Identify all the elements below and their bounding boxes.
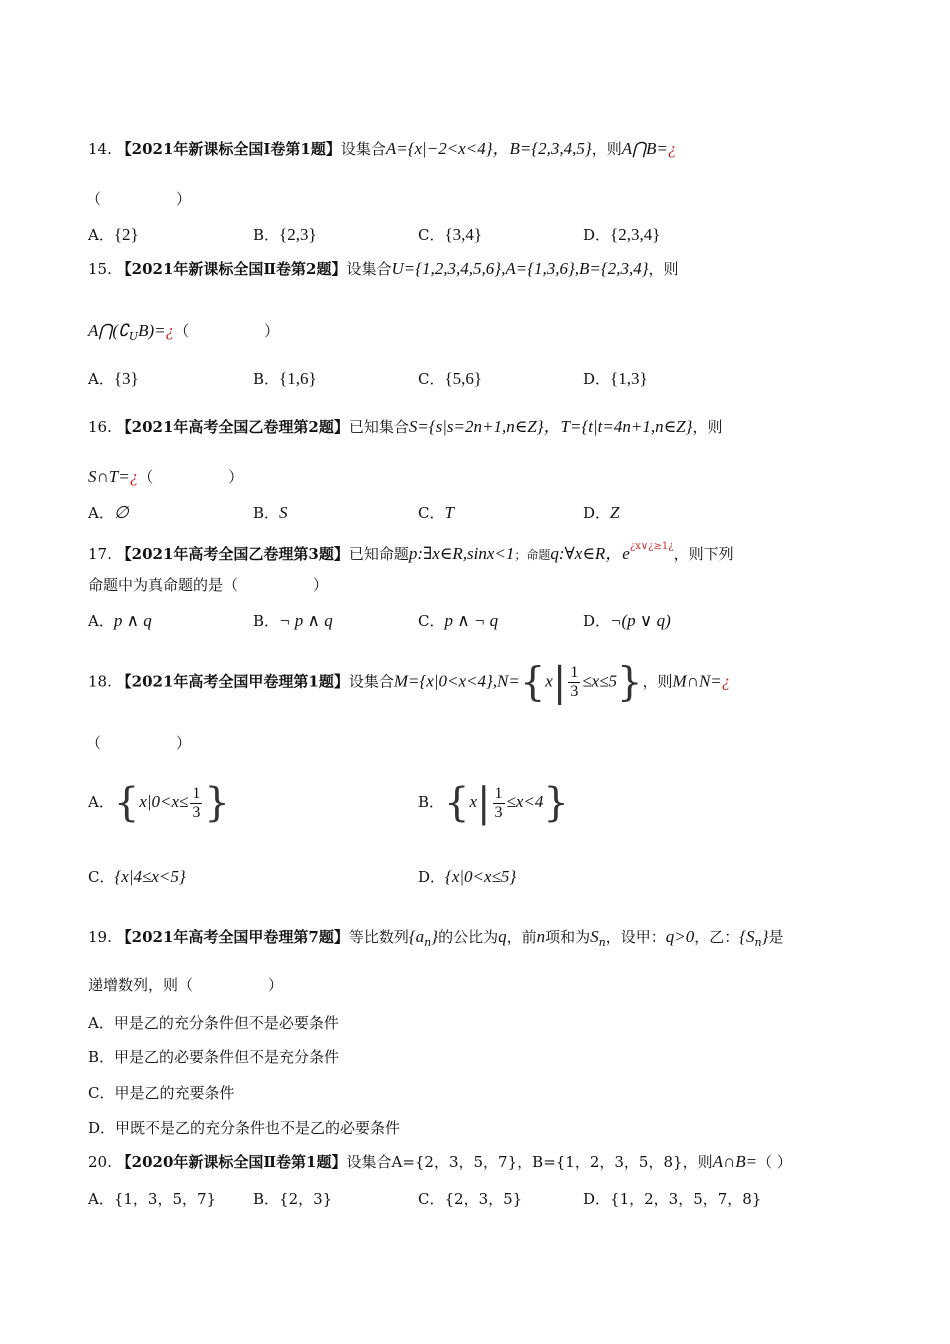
option-c: C．{2，3，5} — [418, 1190, 523, 1208]
math-set-s: S={s|s=2n+1,n∈Z} — [408, 417, 544, 436]
option-b: B．S — [253, 503, 288, 522]
set-b: B={1，2，3，5，8} — [532, 1153, 683, 1171]
fraction: $\frac{1}{3}$ — [570, 664, 579, 700]
option-c: C．{5,6} — [418, 369, 483, 388]
question-mid: ；命题 — [514, 548, 551, 562]
question-source: 【2021年高考全国甲卷理第1题】 — [116, 672, 349, 691]
question-source: 【2021年高考全国甲卷理第7题】 — [116, 928, 349, 946]
math-set-a: A={x|−2<x<4} — [385, 139, 493, 158]
math-set-t: ，T={t|t=4n+1,n∈Z} — [543, 417, 693, 436]
option-d: D．{1,3} — [583, 369, 648, 388]
red-mark: ¿ — [129, 467, 139, 486]
question-15-line2 — [88, 320, 279, 348]
question-number: 16. — [88, 418, 112, 436]
question-18-blank: （ ） — [86, 734, 192, 752]
question-14-options — [88, 224, 848, 246]
answer-blank: （ ） — [174, 322, 280, 340]
option-d: D．Z — [583, 503, 620, 522]
math-expression-end: B)= — [138, 321, 166, 340]
question-source: 【2021年新课标全国Ⅱ卷第2题】 — [116, 260, 347, 278]
question-tail: ，则 — [682, 1153, 713, 1171]
question-stem: 已知命题 — [348, 545, 409, 563]
question-number: 20. — [88, 1153, 112, 1171]
question-18-option-b: B．{x| $\frac{1}{3}$ ≤x<4} — [418, 780, 569, 826]
red-mark: ¿ — [667, 139, 677, 158]
question-number: 14. — [88, 140, 112, 158]
option-a: A．p ∧ q — [88, 611, 152, 630]
red-mark: ¿ — [721, 671, 731, 691]
question-19-option-d: D．甲既不是乙的充分条件也不是乙的必要条件 — [88, 1119, 401, 1137]
question-18-option-c: C．{x|4≤x<5} — [88, 867, 186, 886]
option-c: C．{3,4} — [418, 225, 483, 244]
left-brace: { — [519, 659, 546, 706]
question-tail: ，则下列 — [673, 545, 734, 563]
question-20-line1: 20. 【2020年新课标全国Ⅱ卷第1题】设集合A={2，3，5，7}，B={1，2，3，5，8}，则A∩B=（ ） — [88, 1152, 792, 1171]
question-tail: ，则 — [648, 260, 679, 278]
math-expression: M∩N= — [672, 671, 722, 691]
math-superscript: ¿x∨¿≥1¿ — [629, 541, 674, 552]
math-set-n-end: ≤x≤5 — [582, 671, 618, 691]
option-c: C．T — [418, 503, 454, 522]
question-source: 【2021年新课标全国Ⅰ卷第1题】 — [116, 140, 341, 158]
option-b: B．¬ p ∧ q — [253, 611, 333, 630]
option-b: B．{2,3} — [253, 225, 317, 244]
question-19-line2: 递增数列，则（ ） — [88, 976, 284, 994]
question-16-options — [88, 502, 848, 524]
math-set-b: ，B={2,3,4,5} — [492, 139, 592, 158]
question-stem: 设集合 — [348, 672, 394, 691]
option-a: A．{2} — [88, 225, 139, 244]
question-tail: ，则 — [591, 140, 622, 158]
option-a: A．∅ — [88, 503, 129, 522]
math-subscript: U — [128, 330, 139, 343]
question-number: 19. — [88, 928, 112, 946]
option-a: A．{1，3，5，7} — [88, 1190, 217, 1208]
question-source: 【2021年高考全国乙卷理第3题】 — [116, 545, 349, 563]
right-brace: } — [617, 659, 643, 706]
math-set-u: U={1,2,3,4,5,6} — [391, 259, 502, 278]
question-17-line1 — [88, 536, 734, 566]
question-16-line1 — [88, 416, 722, 438]
math-proposition-p: p:∃x∈R,sinx<1 — [408, 544, 515, 563]
question-number: 15. — [88, 260, 112, 278]
question-18-option-a: A．{x|0<x≤ $\frac{1}{3}$ } — [88, 780, 230, 826]
question-stem: 设集合 — [340, 140, 386, 158]
math-var: x — [545, 671, 553, 691]
question-15-options — [88, 368, 848, 390]
red-mark: ¿ — [165, 321, 175, 340]
math-expression: A⋂B= — [621, 139, 668, 158]
question-number: 18. — [88, 672, 112, 691]
question-14-blank: （ ） — [86, 190, 192, 208]
question-stem: 设集合 — [346, 260, 392, 278]
math-proposition-q: q:∀x∈R，e — [550, 544, 630, 563]
question-20-options — [88, 1188, 848, 1210]
answer-blank: （ ） — [138, 468, 244, 486]
option-d: D．{2,3,4} — [583, 225, 661, 244]
math-expression: A⋂(∁ — [88, 321, 129, 340]
question-19-option-a: A．甲是乙的充分条件但不是必要条件 — [88, 1014, 339, 1032]
math-set-n-start: ,N= — [492, 671, 520, 691]
set-a: A={2，3，5，7} — [391, 1153, 518, 1171]
option-d: D．¬(p ∨ q) — [583, 611, 671, 630]
question-14-line1 — [88, 138, 676, 160]
question-source: 【2021年高考全国乙卷理第2题】 — [116, 418, 349, 436]
option-d: D．{1，2，3，5，7，8} — [583, 1190, 762, 1208]
answer-blank: （ ） — [757, 1153, 792, 1171]
question-18-line1 — [88, 659, 731, 706]
question-17-line2: 命题中为真命题的是（ ） — [88, 576, 329, 594]
question-source: 【2020年新课标全国Ⅱ卷第1题】 — [116, 1153, 347, 1171]
option-b: B．{1,6} — [253, 369, 317, 388]
math-expression: A∩B= — [712, 1152, 758, 1171]
math-set-m: M={x|0<x<4} — [393, 671, 493, 691]
question-stem: 已知集合 — [348, 418, 409, 436]
option-a: A．{3} — [88, 369, 139, 388]
question-stem: 设集合 — [346, 1153, 392, 1171]
math-sets-ab: ,A={1,3,6},B={2,3,4} — [501, 259, 649, 278]
question-16-line2 — [88, 466, 243, 488]
option-c: C．p ∧ ¬ q — [418, 611, 499, 630]
question-19-option-b: B．甲是乙的必要条件但不是充分条件 — [88, 1048, 340, 1066]
question-tail: ，则 — [692, 418, 723, 436]
vertical-bar: | — [552, 659, 567, 706]
question-18-option-d: D．{x|0<x≤5} — [418, 867, 517, 886]
question-17-options — [88, 610, 848, 632]
option-b: B．{2，3} — [253, 1190, 333, 1208]
question-19-line1: 19. 【2021年高考全国甲卷理第7题】等比数列$\{a_n\}$的公比为q，前n项和为$S_n$，设甲：q>0，乙：$\{S_n\}$是 — [88, 927, 784, 949]
math-expression: S∩T= — [88, 467, 130, 486]
question-tail: ，则 — [642, 672, 673, 691]
question-19-option-c: C．甲是乙的充要条件 — [88, 1084, 235, 1102]
question-number: 17. — [88, 545, 112, 563]
question-15-line1 — [88, 258, 679, 280]
